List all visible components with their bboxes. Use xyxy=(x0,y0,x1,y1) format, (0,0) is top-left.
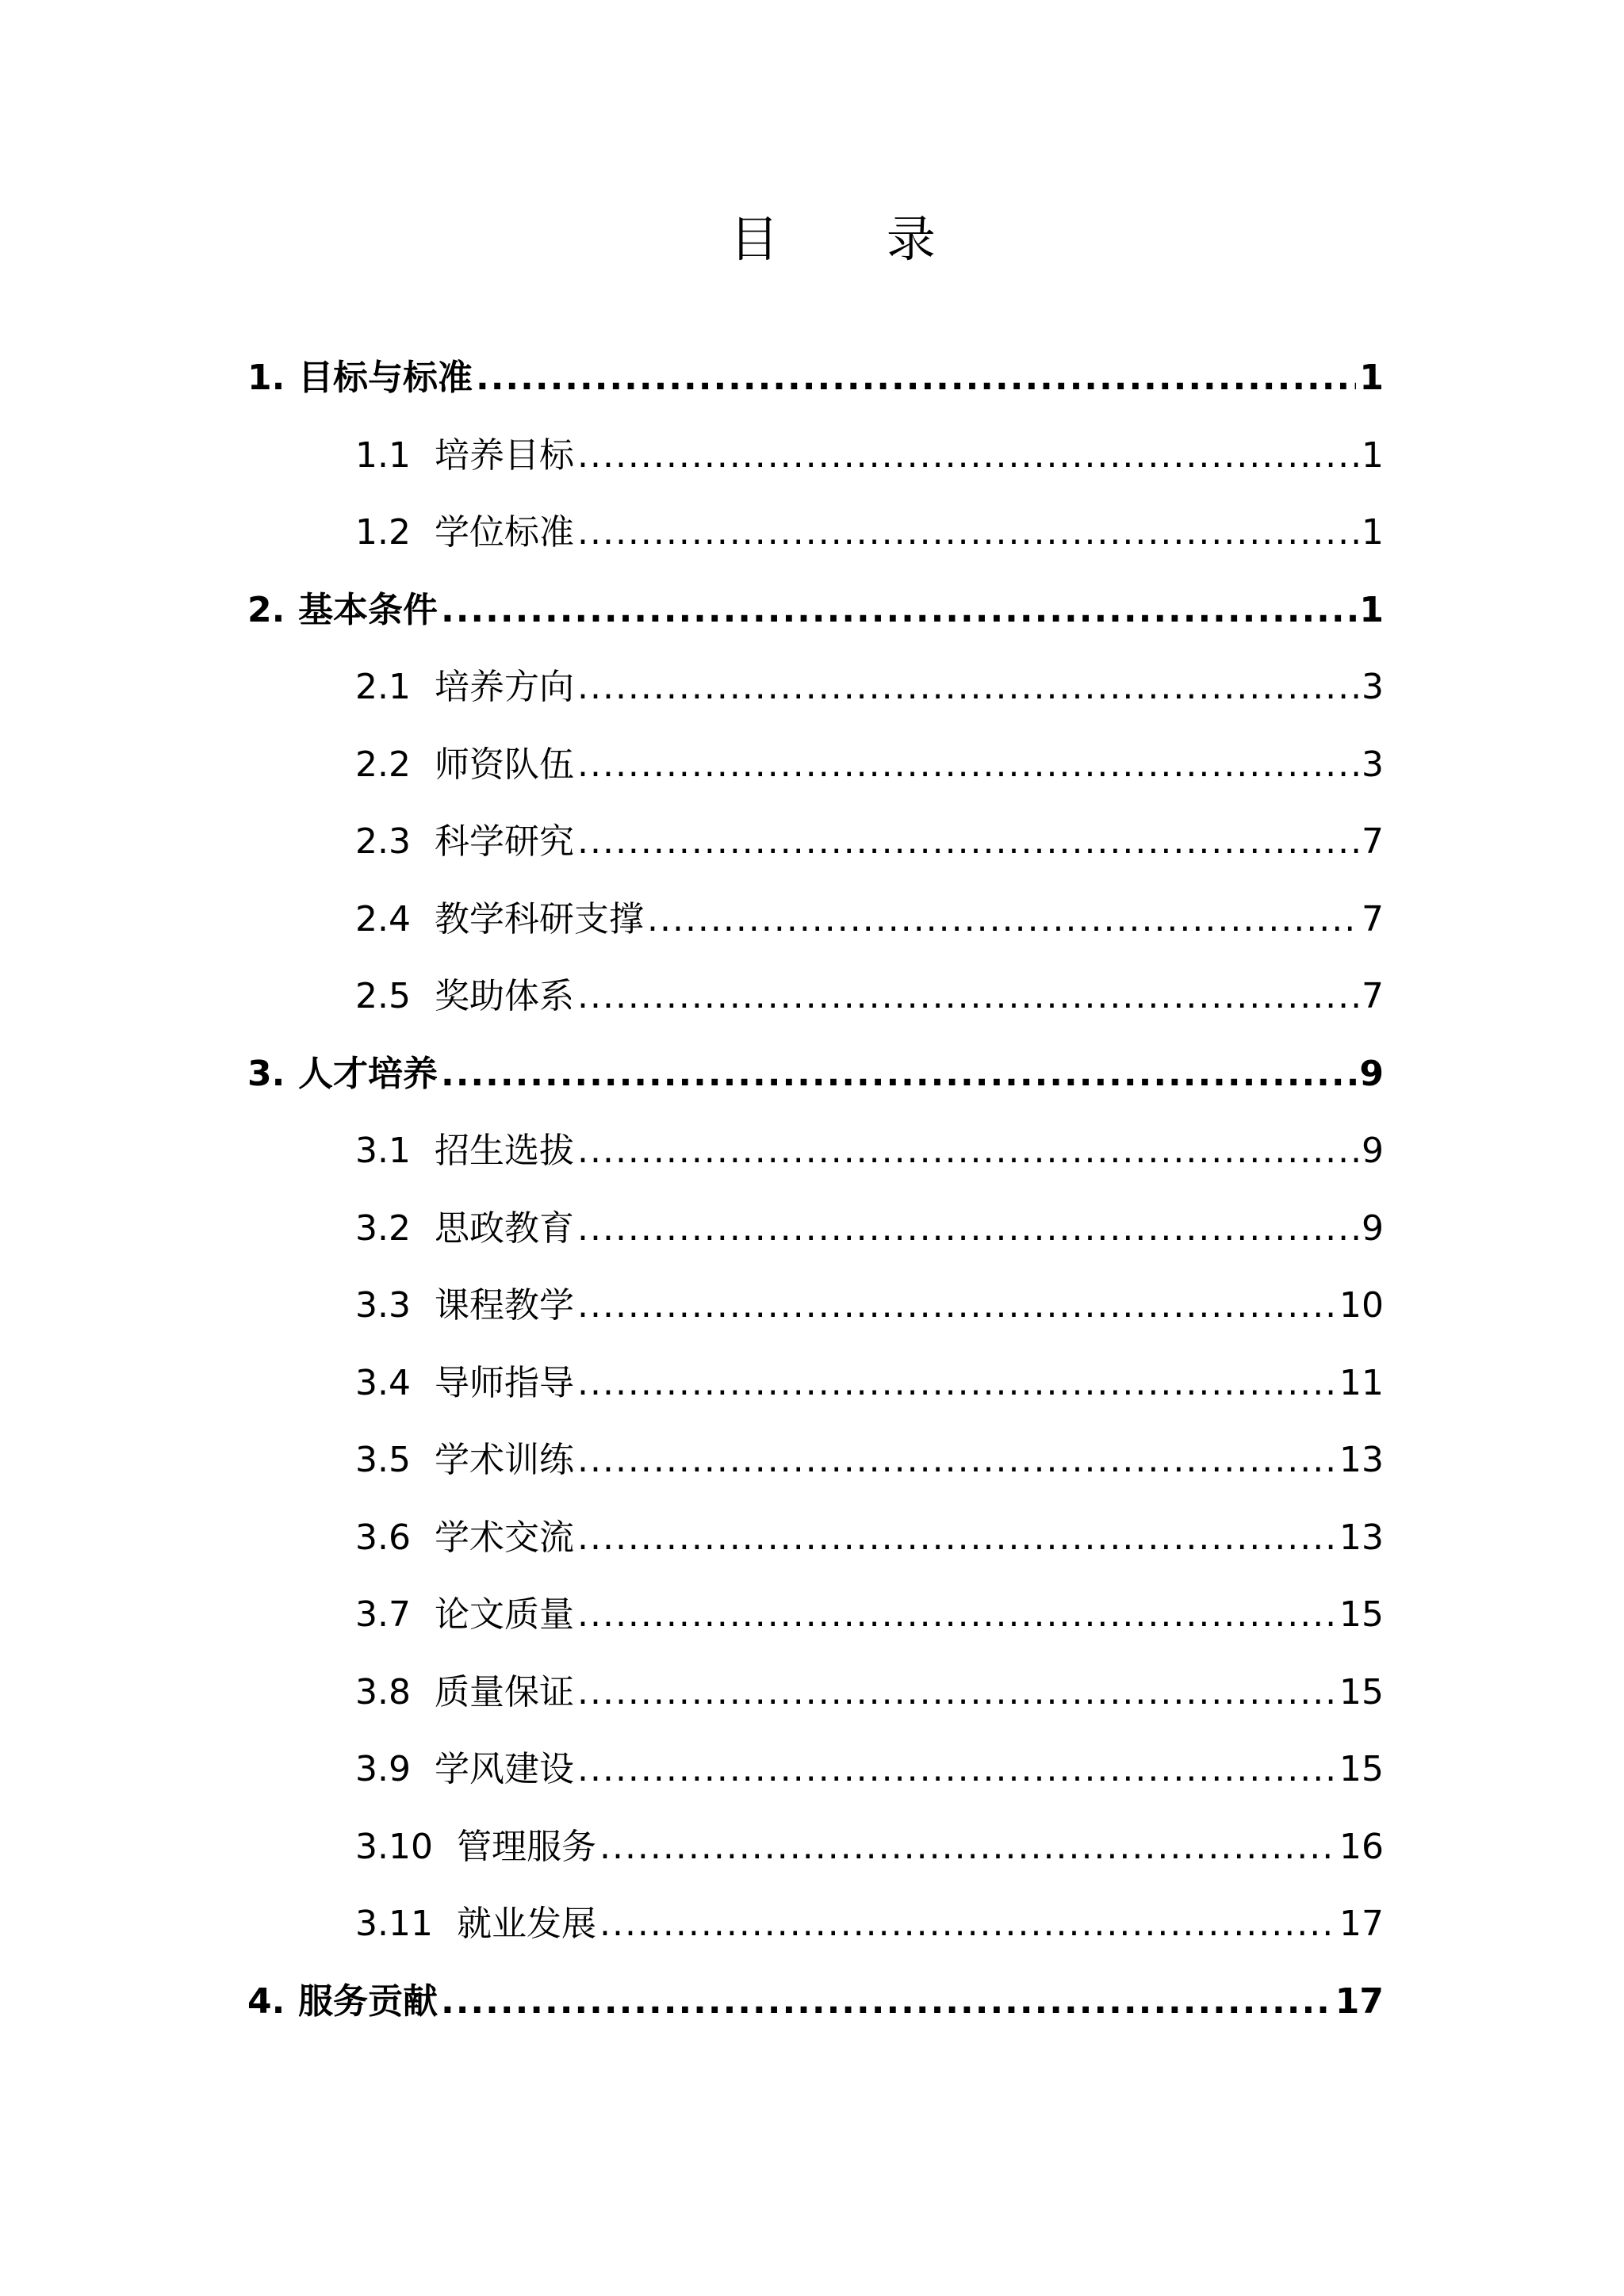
toc-entry[interactable] xyxy=(355,736,1384,813)
toc-entry-page: 10 xyxy=(1339,1285,1384,1326)
toc-entry-title: 培养方向 xyxy=(434,667,574,707)
toc-entry-page: 7 xyxy=(1362,898,1384,939)
toc-entry-title: 师资队伍 xyxy=(434,744,574,785)
toc-entry[interactable] xyxy=(355,1122,1384,1200)
toc-entry-page: 7 xyxy=(1362,976,1384,1016)
toc-dot-leader xyxy=(441,1054,1356,1094)
toc-entry-title: 人才培养 xyxy=(298,1053,438,1094)
toc-entry-number: 2. xyxy=(247,589,285,630)
toc-dot-leader xyxy=(577,744,1358,785)
toc-entry-title: 学位标准 xyxy=(434,512,574,553)
toc-dot-leader xyxy=(577,976,1358,1016)
toc-entry-page: 11 xyxy=(1339,1362,1384,1403)
toc-entry-page: 9 xyxy=(1362,1207,1384,1249)
toc-dot-leader xyxy=(577,1440,1336,1480)
toc-entry[interactable] xyxy=(355,1895,1384,1973)
toc-entry-number: 2.3 xyxy=(355,821,411,862)
toc-entry-page: 16 xyxy=(1339,1826,1384,1867)
toc-entry[interactable] xyxy=(355,1663,1384,1741)
toc-entry[interactable] xyxy=(355,1354,1384,1432)
toc-entry[interactable] xyxy=(355,1431,1384,1509)
toc-entry[interactable] xyxy=(355,503,1384,581)
toc-entry-page: 9 xyxy=(1359,1053,1384,1094)
toc-entry[interactable] xyxy=(355,890,1384,968)
toc-entry-page: 15 xyxy=(1339,1671,1384,1712)
toc-dot-leader xyxy=(577,1672,1336,1712)
toc-entry-page: 7 xyxy=(1362,821,1384,862)
toc-entry-title: 基本条件 xyxy=(298,589,438,630)
toc-entry-number: 3.1 xyxy=(355,1131,411,1171)
toc-dot-leader xyxy=(441,1981,1332,2022)
toc-dot-leader xyxy=(577,1208,1358,1249)
toc-entry-number: 3.6 xyxy=(355,1517,411,1558)
toc-dot-leader xyxy=(599,1827,1336,1867)
toc-entry-number: 3.5 xyxy=(355,1440,411,1480)
toc-dot-leader xyxy=(577,435,1358,476)
toc-entry-page: 9 xyxy=(1362,1131,1384,1171)
toc-entry-title: 学术交流 xyxy=(434,1517,574,1558)
toc-entry-page: 1 xyxy=(1362,512,1384,553)
toc-entry[interactable] xyxy=(355,1818,1384,1896)
toc-entry[interactable] xyxy=(247,581,1384,659)
toc-entry-number: 3.7 xyxy=(355,1594,411,1635)
toc-entry-title: 奖助体系 xyxy=(434,976,574,1016)
toc-entry-number: 4. xyxy=(247,1980,285,2022)
toc-entry-number: 1. xyxy=(247,358,285,398)
toc-dot-leader xyxy=(577,1749,1336,1789)
toc-entry-page: 13 xyxy=(1339,1440,1384,1480)
toc-entry-number: 2.4 xyxy=(355,898,411,939)
toc-entry-page: 1 xyxy=(1359,358,1384,398)
toc-entry-page: 17 xyxy=(1339,1904,1384,1944)
toc-entry-number: 3.2 xyxy=(355,1207,411,1249)
toc-entry-number: 3.4 xyxy=(355,1362,411,1403)
toc-dot-leader xyxy=(577,1517,1336,1558)
toc-entry-number: 1.1 xyxy=(355,434,411,476)
toc-dot-leader xyxy=(577,1594,1336,1635)
toc-entry-title: 就业发展 xyxy=(456,1904,596,1944)
toc-entry[interactable] xyxy=(247,1045,1384,1123)
toc-entry-title: 质量保证 xyxy=(434,1671,574,1712)
toc-entry-page: 1 xyxy=(1359,589,1384,630)
toc-dot-leader xyxy=(599,1904,1336,1944)
toc-entry-number: 2.2 xyxy=(355,744,411,785)
toc-entry-title: 招生选拔 xyxy=(434,1131,574,1171)
toc-entry-number: 3. xyxy=(247,1053,285,1094)
toc-entry[interactable] xyxy=(247,1973,1384,2050)
toc-entry-title: 导师指导 xyxy=(434,1362,574,1403)
toc-entry-page: 15 xyxy=(1339,1749,1384,1789)
toc-entry-number: 2.5 xyxy=(355,976,411,1016)
toc-entry[interactable] xyxy=(355,1740,1384,1818)
toc-entry[interactable] xyxy=(355,1509,1384,1586)
toc-dot-leader xyxy=(577,667,1358,707)
toc-entry-page: 13 xyxy=(1339,1517,1384,1558)
toc-entry[interactable] xyxy=(355,1200,1384,1277)
toc-dot-leader xyxy=(441,590,1356,630)
toc-entry-title: 学风建设 xyxy=(434,1749,574,1789)
toc-entry-title: 培养目标 xyxy=(434,434,574,476)
toc-entry[interactable] xyxy=(355,967,1384,1045)
toc-entry-title: 课程教学 xyxy=(434,1285,574,1326)
toc-entry-title: 科学研究 xyxy=(434,821,574,862)
toc-dot-leader xyxy=(476,358,1356,398)
toc-entry-page: 3 xyxy=(1362,744,1384,785)
toc-entry-title: 思政教育 xyxy=(434,1207,574,1249)
toc-dot-leader xyxy=(577,1285,1336,1326)
toc-entry-number: 3.8 xyxy=(355,1671,411,1712)
toc-entry-number: 2.1 xyxy=(355,667,411,707)
toc-entry[interactable] xyxy=(355,658,1384,736)
toc-dot-leader xyxy=(577,821,1358,862)
toc-entry-page: 3 xyxy=(1362,667,1384,707)
toc-entry-page: 17 xyxy=(1335,1980,1384,2022)
toc-entry-page: 1 xyxy=(1362,434,1384,476)
toc-entry-number: 3.10 xyxy=(355,1826,433,1867)
toc-entry-title: 学术训练 xyxy=(434,1440,574,1480)
toc-entry-number: 3.11 xyxy=(355,1904,433,1944)
toc-entry-number: 1.2 xyxy=(355,512,411,553)
toc-entry-title: 管理服务 xyxy=(456,1826,596,1867)
toc-entry-title: 目标与标准 xyxy=(298,358,473,398)
toc-entry[interactable] xyxy=(355,427,1384,504)
toc-entry-number: 3.9 xyxy=(355,1749,411,1789)
toc-dot-leader xyxy=(577,512,1358,553)
toc-entry-title: 服务贡献 xyxy=(298,1980,438,2022)
toc-entry-number: 3.3 xyxy=(355,1285,411,1326)
toc-entry[interactable] xyxy=(355,1586,1384,1663)
toc-entry[interactable] xyxy=(355,1276,1384,1354)
toc-dot-leader xyxy=(647,899,1358,939)
toc-entry-title: 教学科研支撑 xyxy=(434,898,644,939)
toc-entry[interactable] xyxy=(355,813,1384,890)
toc-list xyxy=(0,349,1624,2049)
toc-entry-title: 论文质量 xyxy=(434,1594,574,1635)
toc-dot-leader xyxy=(577,1363,1336,1403)
toc-title: 目 录 xyxy=(730,210,982,268)
toc-entry-page: 15 xyxy=(1339,1594,1384,1635)
toc-entry[interactable] xyxy=(247,349,1384,427)
toc-dot-leader xyxy=(577,1131,1358,1171)
